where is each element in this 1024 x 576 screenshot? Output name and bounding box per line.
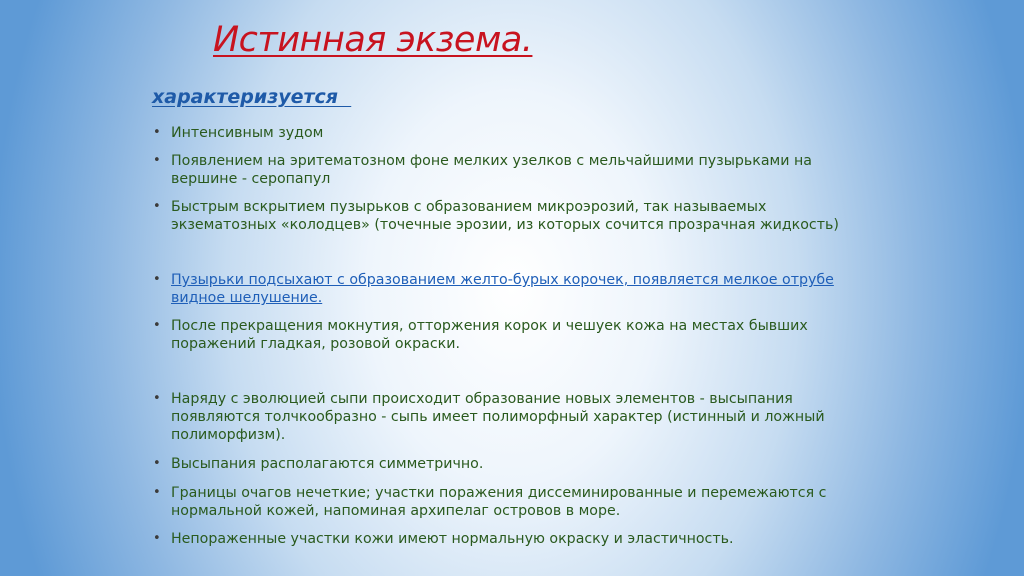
bullet-text: Непораженные участки кожи имеют нормальную окраску и эластичность. [171,531,734,547]
bullet-text: Границы очагов нечеткие; участки поражения диссеминированные и перемежаются с нормальной кожей, напоминая архипелаг островов в море. [171,485,827,519]
bullet-item [153,530,873,548]
bullet-icon: • [153,456,161,471]
bullet-icon: • [153,531,161,546]
bullet-text: Высыпания располагаются симметрично. [171,456,484,472]
bullet-text: Интенсивным зудом [171,125,324,141]
bullet-item [153,455,873,473]
bullet-item [153,152,873,188]
bullet-item [153,484,873,520]
bullet-item [153,317,873,353]
slide-subheading: характеризуется [152,86,352,108]
bullet-item [153,124,873,142]
bullet-icon: • [153,199,161,214]
bullet-icon: • [153,318,161,333]
bullet-text: После прекращения мокнутия, отторжения корок и чешуек кожа на местах бывших поражений гладкая, розовой окраски. [171,318,808,352]
bullet-item-link[interactable] [153,271,873,307]
bullet-icon: • [153,272,161,287]
slide-title: Истинная экзема. [213,20,533,60]
bullet-text: Наряду с эволюцией сыпи происходит образование новых элементов - высыпания появляются толчкообразно - сыпь имеет полиморфный характер (истинный и ложный полиморфизм). [171,391,825,443]
bullet-icon: • [153,391,161,406]
bullet-icon: • [153,125,161,140]
bullet-item [153,198,873,234]
bullet-icon: • [153,153,161,168]
bullet-text: Появлением на эритематозном фоне мелких узелков с мельчайшими пузырьками на вершине - серопапул [171,153,812,187]
bullet-item [153,390,873,444]
bullet-text: Быстрым вскрытием пузырьков с образованием микроэрозий, так называемых экзематозных «колодцев» (точечные эрозии, из которых сочится прозрачная жидкость) [171,199,839,233]
bullet-icon: • [153,485,161,500]
bullet-link-text[interactable]: Пузырьки подсыхают с образованием желто-бурых корочек, появляется мелкое отрубе видное шелушение. [171,272,834,306]
